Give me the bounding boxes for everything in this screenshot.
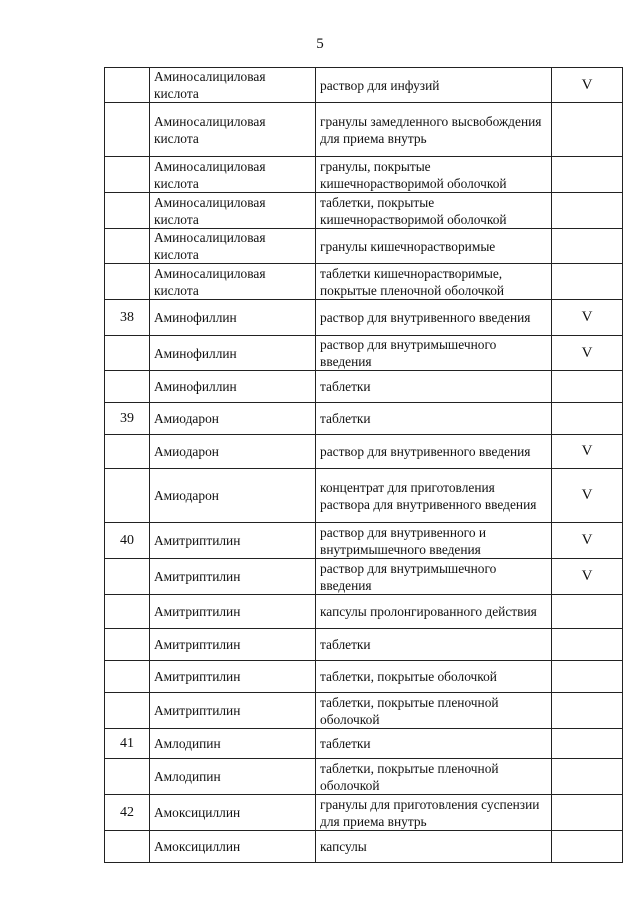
- mark-cell: V: [552, 469, 623, 523]
- dosage-form-cell: концентрат для приготовления раствора для внутривенного введения: [316, 469, 552, 523]
- row-number-cell: [105, 661, 150, 693]
- dosage-form-cell: гранулы для приготовления суспензии для приема внутрь: [316, 795, 552, 831]
- mark-cell: [552, 157, 623, 193]
- drug-name-cell: Амиодарон: [150, 403, 316, 435]
- drug-name-cell: Амиодарон: [150, 435, 316, 469]
- dosage-form-cell: таблетки, покрытые кишечнорастворимой оболочкой: [316, 193, 552, 229]
- table-row: [105, 693, 623, 729]
- table-row: [105, 68, 623, 103]
- drug-list-table: [104, 67, 623, 863]
- drug-name-cell: Аминофиллин: [150, 336, 316, 371]
- drug-name-cell: Амоксициллин: [150, 795, 316, 831]
- drug-name-cell: Амлодипин: [150, 759, 316, 795]
- drug-name-cell: Амитриптилин: [150, 559, 316, 595]
- mark-cell: [552, 229, 623, 264]
- table-body: [105, 68, 623, 863]
- table-row: [105, 559, 623, 595]
- table-row: [105, 229, 623, 264]
- row-number-cell: [105, 595, 150, 629]
- mark-cell: V: [552, 559, 623, 595]
- dosage-form-cell: капсулы пролонгированного действия: [316, 595, 552, 629]
- dosage-form-cell: таблетки: [316, 371, 552, 403]
- drug-name-cell: Амоксициллин: [150, 831, 316, 863]
- table-row: [105, 336, 623, 371]
- row-number-cell: [105, 629, 150, 661]
- mark-cell: [552, 103, 623, 157]
- table-row: [105, 629, 623, 661]
- drug-name-cell: Аминосалициловая кислота: [150, 157, 316, 193]
- dosage-form-cell: раствор для внутривенного и внутримышечного введения: [316, 523, 552, 559]
- dosage-form-cell: гранулы замедленного высвобождения для приема внутрь: [316, 103, 552, 157]
- row-number-cell: [105, 693, 150, 729]
- dosage-form-cell: раствор для внутривенного введения: [316, 300, 552, 336]
- mark-cell: V: [552, 435, 623, 469]
- dosage-form-cell: таблетки: [316, 729, 552, 759]
- mark-cell: [552, 403, 623, 435]
- mark-cell: [552, 371, 623, 403]
- table-row: [105, 469, 623, 523]
- table-row: [105, 595, 623, 629]
- page-number: 5: [316, 36, 324, 52]
- mark-cell: [552, 595, 623, 629]
- table-row: [105, 157, 623, 193]
- dosage-form-cell: раствор для внутримышечного введения: [316, 559, 552, 595]
- table-row: [105, 661, 623, 693]
- row-number-cell: [105, 759, 150, 795]
- drug-name-cell: Амитриптилин: [150, 523, 316, 559]
- dosage-form-cell: раствор для внутривенного введения: [316, 435, 552, 469]
- table-row: [105, 193, 623, 229]
- row-number-cell: [105, 371, 150, 403]
- row-number-cell: [105, 469, 150, 523]
- drug-name-cell: Аминофиллин: [150, 300, 316, 336]
- table-row: [105, 264, 623, 300]
- drug-name-cell: Аминосалициловая кислота: [150, 68, 316, 103]
- mark-cell: V: [552, 68, 623, 103]
- row-number-cell: [105, 435, 150, 469]
- mark-cell: [552, 729, 623, 759]
- row-number-cell: [105, 559, 150, 595]
- table-row: [105, 300, 623, 336]
- mark-cell: [552, 795, 623, 831]
- dosage-form-cell: таблетки, покрытые пленочной оболочкой: [316, 693, 552, 729]
- table-row: [105, 103, 623, 157]
- drug-name-cell: Амитриптилин: [150, 693, 316, 729]
- mark-cell: [552, 629, 623, 661]
- mark-cell: V: [552, 336, 623, 371]
- row-number-cell: 38: [105, 300, 150, 336]
- row-number-cell: [105, 103, 150, 157]
- drug-name-cell: Аминосалициловая кислота: [150, 264, 316, 300]
- mark-cell: [552, 693, 623, 729]
- row-number-cell: [105, 193, 150, 229]
- dosage-form-cell: капсулы: [316, 831, 552, 863]
- row-number-cell: [105, 157, 150, 193]
- table-row: [105, 759, 623, 795]
- drug-name-cell: Амитриптилин: [150, 629, 316, 661]
- row-number-cell: [105, 336, 150, 371]
- table-row: [105, 523, 623, 559]
- dosage-form-cell: таблетки: [316, 629, 552, 661]
- row-number-cell: [105, 831, 150, 863]
- mark-cell: [552, 759, 623, 795]
- table-row: [105, 831, 623, 863]
- table-row: [105, 795, 623, 831]
- mark-cell: [552, 661, 623, 693]
- table-row: [105, 435, 623, 469]
- drug-name-cell: Аминофиллин: [150, 371, 316, 403]
- mark-cell: V: [552, 523, 623, 559]
- drug-name-cell: Аминосалициловая кислота: [150, 103, 316, 157]
- row-number-cell: 41: [105, 729, 150, 759]
- row-number-cell: 40: [105, 523, 150, 559]
- table-row: [105, 729, 623, 759]
- mark-cell: V: [552, 300, 623, 336]
- drug-name-cell: Аминосалициловая кислота: [150, 193, 316, 229]
- dosage-form-cell: раствор для инфузий: [316, 68, 552, 103]
- row-number-cell: [105, 229, 150, 264]
- dosage-form-cell: таблетки, покрытые пленочной оболочкой: [316, 759, 552, 795]
- mark-cell: [552, 193, 623, 229]
- table-row: [105, 403, 623, 435]
- drug-name-cell: Амитриптилин: [150, 661, 316, 693]
- dosage-form-cell: гранулы, покрытые кишечнорастворимой оболочкой: [316, 157, 552, 193]
- row-number-cell: 39: [105, 403, 150, 435]
- row-number-cell: 42: [105, 795, 150, 831]
- drug-name-cell: Амитриптилин: [150, 595, 316, 629]
- dosage-form-cell: раствор для внутримышечного введения: [316, 336, 552, 371]
- drug-name-cell: Амлодипин: [150, 729, 316, 759]
- dosage-form-cell: таблетки: [316, 403, 552, 435]
- row-number-cell: [105, 68, 150, 103]
- table-row: [105, 371, 623, 403]
- dosage-form-cell: таблетки кишечнорастворимые, покрытые пленочной оболочкой: [316, 264, 552, 300]
- mark-cell: [552, 264, 623, 300]
- row-number-cell: [105, 264, 150, 300]
- drug-name-cell: Аминосалициловая кислота: [150, 229, 316, 264]
- drug-name-cell: Амиодарон: [150, 469, 316, 523]
- mark-cell: [552, 831, 623, 863]
- dosage-form-cell: гранулы кишечнорастворимые: [316, 229, 552, 264]
- dosage-form-cell: таблетки, покрытые оболочкой: [316, 661, 552, 693]
